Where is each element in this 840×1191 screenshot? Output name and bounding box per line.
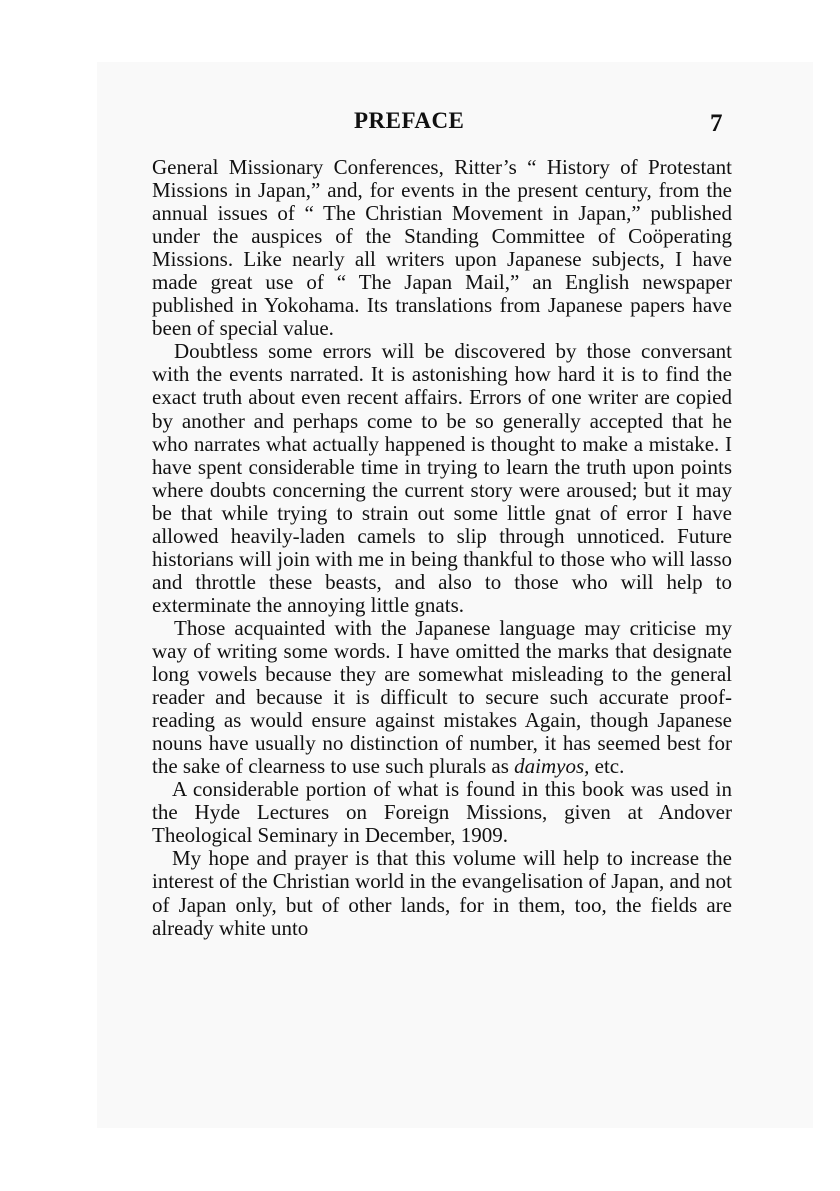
paragraph-sources: General Missionary Conferences, Ritter’s “ History of Protestant Missions in Japan,” and, for events in the present century, from the annual issues of “ The Christian Movement in Japan,” published under the auspices of the Standing Committee of Coöperating Missions. Like nearly all writers upon Japanese subjects, I have made great use of “ The Japan Mail,” an English newspaper published in Yokohama. Its translations from Japanese papers have been of special value. xyxy=(152,155,732,341)
paragraph-errors: Doubtless some errors will be discovered by those conversant with the events narrated. It is astonishing how hard it is to find the exact truth about even recent affairs. Errors of one writer are copied by another and perhaps come to be so generally accepted that he who narrates what actually happened is thought to make a mistake. I have spent considerable time in trying to learn the truth upon points where doubts concerning the current story were aroused; but it may be that while trying to strain out some little gnat of error I have allowed heavily-laden camels to slip through unnoticed. Future historians will join with me in being thankful to those who will lasso and throttle these beasts, and also to those who will help to exterminate the annoying little gnats. xyxy=(152,339,732,617)
paragraph-text: Those acquainted with the Japanese language may criticise my way of writing some words. I have omitted the marks that designate long vowels because they are somewhat misleading to the general reader and because it is difficult to secure such accurate proof-reading as would ensure against mistakes Again, though Japanese nouns have usually no distinction of number, it has seemed best for the sake of clearness to use such plurals as xyxy=(152,615,732,779)
paragraph-text-end: etc. xyxy=(589,754,625,779)
paragraph-hope-and-prayer: My hope and prayer is that this volume will help to increase the interest of the Christian world in the evangelisation of Japan, and not of Japan only, but of other lands, for in them, too, the fields are already white unto xyxy=(152,846,732,940)
running-title: PREFACE xyxy=(354,108,465,133)
page-number: 7 xyxy=(710,110,723,137)
paragraph-hyde-lectures: A considerable portion of what is found in this book was used in the Hyde Lectures on Foreign Missions, given at Andover Theological Seminary in December, 1909. xyxy=(152,777,732,848)
paragraph-japanese-language xyxy=(152,617,732,778)
body-text xyxy=(152,156,732,940)
italic-term: daimyos, xyxy=(514,754,590,779)
page-header xyxy=(0,108,840,148)
